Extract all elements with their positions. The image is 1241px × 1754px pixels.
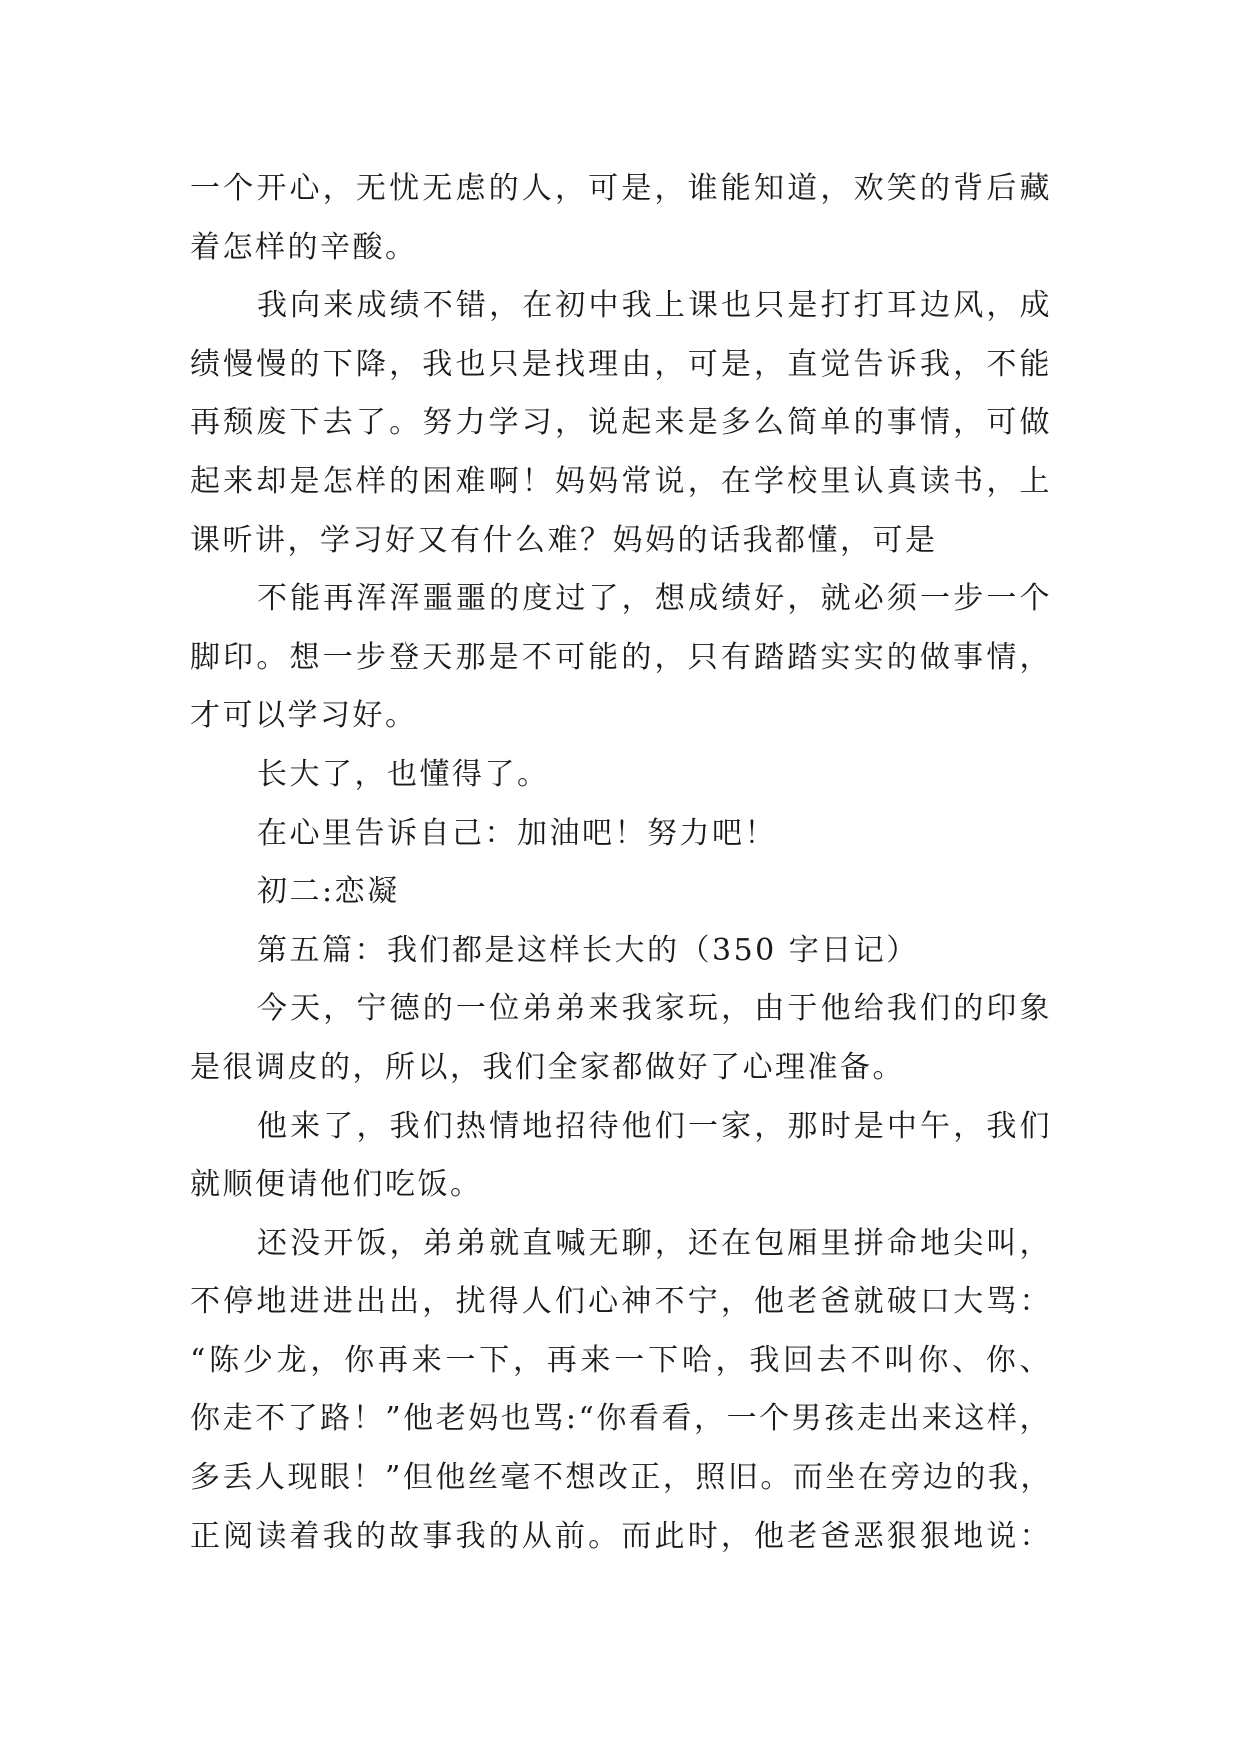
- text-line: 脚印。想一步登天那是不可能的，只有踏踏实实的做事情，: [190, 639, 1052, 675]
- text-line: “陈少龙，你再来一下，再来一下哈，我回去不叫你、你、: [190, 1342, 1052, 1378]
- text-line: 初二:恋凝: [257, 874, 400, 910]
- document-body: [190, 160, 1052, 1566]
- text-line: 在心里告诉自己：加油吧！努力吧！: [257, 815, 777, 851]
- text-line: 长大了，也懂得了。: [257, 756, 550, 792]
- text-line: 不能再浑浑噩噩的度过了，想成绩好，就必须一步一个: [257, 581, 1052, 617]
- text-line: 是很调皮的，所以，我们全家都做好了心理准备。: [190, 1049, 905, 1085]
- text-line: 多丢人现眼！”但他丝毫不想改正，照旧。而坐在旁边的我，: [190, 1460, 1053, 1496]
- text-line: 绩慢慢的下降，我也只是找理由，可是，直觉告诉我，不能: [190, 346, 1052, 382]
- text-line: 今天，宁德的一位弟弟来我家玩，由于他给我们的印象: [257, 991, 1052, 1027]
- text-line: 一个开心，无忧无虑的人，可是，谁能知道，欢笑的背后藏: [190, 171, 1052, 206]
- text-line: 再颓废下去了。努力学习，说起来是多么简单的事情，可做: [190, 405, 1052, 441]
- text-line: 课听讲，学习好又有什么难？妈妈的话我都懂，可是: [190, 522, 938, 558]
- text-line: 还没开饭，弟弟就直喊无聊，还在包厢里拼命地尖叫，: [257, 1225, 1052, 1261]
- text-line: 不停地进进出出，扰得人们心神不宁，他老爸就破口大骂：: [190, 1284, 1052, 1320]
- text-line: 他来了，我们热情地招待他们一家，那时是中午，我们: [257, 1108, 1052, 1144]
- text-line: 才可以学习好。: [190, 698, 418, 734]
- text-line: 你走不了路！”他老妈也骂:“你看看，一个男孩走出来这样，: [190, 1401, 1052, 1437]
- text-line: 起来却是怎样的困难啊！妈妈常说，在学校里认真读书，上: [190, 463, 1052, 499]
- text-line: 就顺便请他们吃饭。: [190, 1167, 483, 1203]
- text-line: 着怎样的辛酸。: [190, 229, 418, 265]
- text-line: 正阅读着我的故事我的从前。而此时，他老爸恶狠狠地说：: [190, 1518, 1052, 1554]
- text-line: 第五篇：我们都是这样长大的（350 字日记）: [257, 932, 919, 968]
- text-line: 我向来成绩不错，在初中我上课也只是打打耳边风，成: [257, 288, 1052, 324]
